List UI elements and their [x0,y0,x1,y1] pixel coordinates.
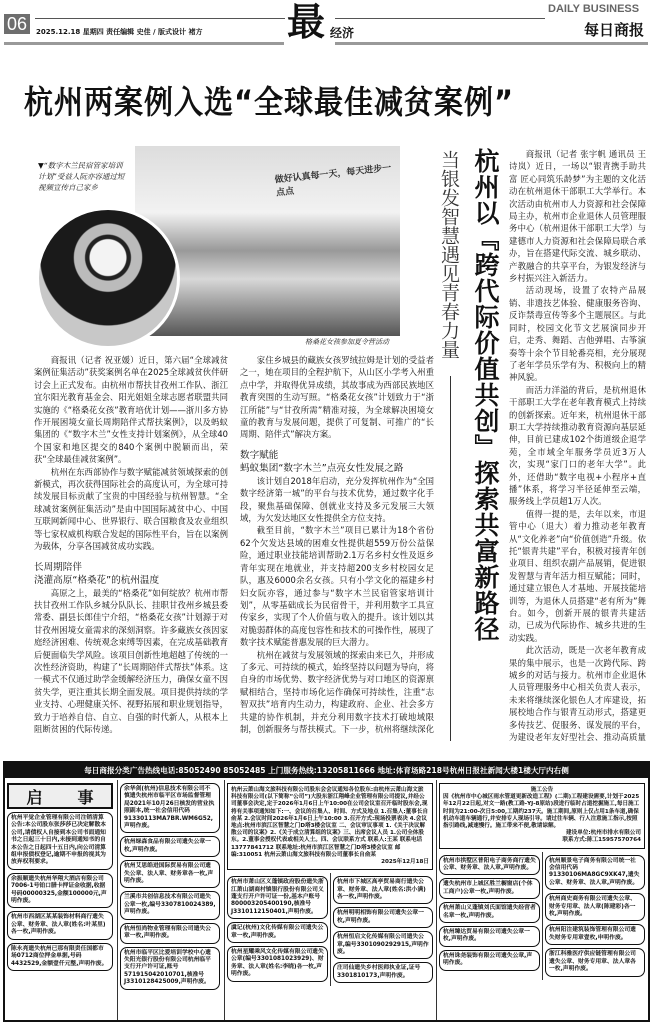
paragraph: 此次活动，既是一次老年教育成果的集中展示，也是一次跨代际、跨城乡的对话与接力。杭州市企业退休人员管理服务中心相关负责人表示，未来将继续深化银色人才库建设，拓展校地合作与银青互动形式，搭建更多传技艺、促服务、谋发展的平台，为建设老年友好型社会、推动高质量 [509,645,646,743]
ads-hotline-bar: 每日商报分类广告热线电话:85052490 85052485 上门服务热线:13205811666 地址:体育场路218号杭州日报社新闻大楼1楼大厅内右侧 [5,763,648,778]
paragraph: 活动现场，设置了农特产品展销、非遗技艺体验、健康服务咨询、反诈禁毒宣传等多个主题展区。与此同时，校园文化节文艺展演同步开启，走秀、舞蹈、吉他弹唱、古筝演奏等十余个节目轮番亮相，充分展现了老年学员乐学有为、积极向上的精神风貌。 [509,285,646,383]
paragraph: 杭州在东西部协作与数字赋能减贫领域探索的创新模式，再次获得国际社会的高度认可，为全球可持续发展目标贡献了宝贵的中国经验与杭州智慧。“全球减贫案例征集活动”是由中国国际减贫中心、中国互联网新闻中心、世界银行、联合国粮食及农业组织等七家权威机构联合发起的国际性平台，旨在以案例为载体，分享各国减贫成功实践。 [34,466,228,552]
paragraph: 高原之上，最美的“格桑花”如何绽放？杭州市帮扶甘孜州工作队乡城分队队长、挂职甘孜州乡城县委常委、副县长郎佳宁介绍，“格桑花女孩”计划源于对甘孜州困境女童需求的深刻洞察。许多藏族女孩因家庭经济困难、传统观念束缚等因素，在完成基础教育后便面临失学风险。该项目创新性地超越了传统的一次性经济资助，构建了“长周期陪伴式帮扶”体系。这一模式不仅通过助学金缓解经济压力，确保女童不因贫失学，更注重其长期全面发展。项目提供持续的学业支持、心理健康关怀、视野拓展和职业规划指导，致力于培养自信、自立、自强的时代新人，从根本上阻断贫困的代际传递。 [34,587,228,734]
classified-ad: 杭州恒尚物业管理有限公司遗失公章一枚,声明作废。 [120,923,220,944]
ads-list [542,852,647,980]
classified-ad: 庄司仙遗失乡村医师执业证,证号3301810173,声明作废。 [333,962,433,983]
header-rule [335,42,648,45]
classified-ad: 浙江科雅医疗供应链管理有限公司遗失公章、财务专用章、法人章各一枚,声明作废。 [545,948,645,976]
wall-slogan: 做好认真每一天，每天进步一点点 [274,163,392,199]
classified-ad: 杭州商史商务有限公司遗失公章、财务专用章、法人章(陈建彩)各一枚,声明作废。 [545,893,645,921]
classified-ad: 杭州明明相饰有限公司遗失公章一枚,声明作废。 [333,907,433,928]
classified-ad: 杭州顺景电子商务有限公司统一社会信用代码91330106MA8GC9XK47,遗失公章、财务章、法人章,声明作废。 [545,855,645,891]
right-article-subtitle: 当银发智慧遇见青春力量 [438,150,460,359]
ads-column [118,780,222,1018]
classified-ad: 陈永亮遗失杭州已那有限责任国都市场0712商位押金单据,号码4432529,金额壹仟元整,声明作废。 [7,943,113,971]
header-rule [335,18,545,19]
section-logo: 最 [287,0,326,44]
shareholder-meeting-notice [227,783,433,870]
page-number: 06 [4,14,30,34]
right-article-body [509,148,646,744]
classified-ad: 遗失杭州市上城区胜兰橱窗店(个体工商户)公章一枚,声明作废。 [439,878,540,899]
ads-column [225,780,435,1018]
ads-list [437,852,542,980]
classified-ad: 余华剑(杭州)信息技术有限公司不慎遗失杭州市临平区市场监督管理局2021年10月26日核发的营业执照副本,统一社会信用代码91330113MA7BR.WM6G52,声明作废。 [120,783,220,833]
classified-ad: 杭州恒启文化传媒有限公司遗失公章,编号3301090292915,声明作废。 [333,931,433,959]
notice-title: 施工公告 [530,787,554,793]
notice-signature: 建设单位:杭州市排水有限公司 [566,830,641,837]
brand-chinese: 每日商报 [584,21,645,39]
paragraph: 截至目前，“数字木兰”项目已累计为18个省份62个欠发达县域的困难女性提供超559万份公益保险，通过职业技能培训帮助2.1万名乡村女性及返乡青年实现在地就业，并支持超200支乡村校园女足队，惠及6000余名女孩。只有小学文化的福建乡村妇女阮亦容，通过参与“数字木兰民宿管家培训计划”，从零基础成长为民宿骨干，并利用数字工具宣传家乡，实现了个人价值与收入的提升。该计划以其对脆弱群体的高度包容性和技术的可操作性，展现了数字技术赋能普惠发展的巨大潜力。 [240,525,434,648]
notice-date: 2025年12月18日 [381,859,429,866]
paragraph: 值得一提的是，去年以来，市退管中心（退大）着力推动老年教育从“文化养老”向“价值创造”升级。依托“银青共建”平台，积极对接青年创业项目、组织农副产品展销，促进银发智慧与青年活力相互赋能；同时，通过建立银色人才基地、开展技能培训等，为退休人员搭建“老有所为”舞台。如今，创新开展的银青共建活动，已成为代际协作、城乡共进的生动实践。 [509,508,646,643]
ads-list [118,783,222,990]
classified-ad: 杭州平觉企业管理有限公司注销清算公告:本公司股东张莎莎已决定解散本公司,请债权人自接到本公司书面通知书之日起三十日内,未接到通知书的自本公告之日起四十五日内,向公司清算组申报债权登记,逾期不申报的视其为放弃权利要求。 [7,812,113,870]
classified-ad: 杭州臻达贸易有限公司遗失公章一枚,声明作废。 [439,926,540,947]
header-rule [4,42,284,45]
portrait-photo [36,207,180,349]
classroom-photo [135,146,400,336]
paragraph: 家住乡城县的藏族女孩罗绒拉姆是计划的受益者之一，她在项目的全程护航下，从山区小学考入州重点中学，并取得优异成绩，其故事成为西部民族地区教育突围的生动写照。“格桑花女孩”计划致力于“浙江所能”与“甘孜所需”精准对接，为全球解决困境女童的教育与发展问题，提供了可复制、可推广的“长周期、陪伴式”解决方案。 [240,355,434,440]
header-rule [35,18,285,19]
classified-ad: 杭州市萧山区义蓬镇政府股份遗失浙江萧山湖商村镇银行股份有限公司义蓬支行开户许可证一份,基本户账号800003205400190,核准号J3310112150401,声明作废。 [227,876,328,919]
classified-ad: 余振顺遗失杭州华翔大酒店有限公司7006-1号铂口腊卡押证金收据,收据号码00000325,金额100000元,声明作废。 [7,873,113,909]
qishi-char: 启 [26,787,43,807]
paragraph: 商报讯（记者 张宇帆 通讯员 王诗岚）近日，一场以“银青携手助共富 匠心同筑乐龄梦”为主题的文化活动在杭州退休干部职工大学举行。本次活动由杭州市人力资源和社会保障局主办，杭州市企业退休人员管理服务中心（杭州退休干部职工大学）与建德市人力资源和社会保障局联合承办，旨在搭建代际交流、城乡联动、产教融合的共享平台，为银发经济与乡村振兴注入新活力。 [509,149,646,284]
construction-notice [439,783,645,849]
photo-caption: ▼“数字木兰民宿管家培训计划”受益人阮亦容通过短视频宣传自己家乡 [38,161,125,192]
column-divider [450,376,451,741]
headline: 杭州两案例入选“全球最佳减贫案例” [24,83,515,121]
classified-ad: 杭州市西湖区某某装饰材料商行遗失公章、财务章、法人章(姓名:叶某里)各一枚,声明作废。 [7,911,113,939]
subhead: 长周期陪伴 [34,561,82,573]
notice-text: 因《杭州市中心城区雨水管道更新改造工程》(二期)工程建设需要,计划于2025年12月22日起,对文一路(教工路-YJ-8原站)段进行临时占道挖掘施工,每日施工时间为21:00-次日5:00,工期约237天。施工期间,原则上仅占用1条车道,确保机动车道车辆通行,并安排专人现场引导。请过往车辆、行人注意施工指示,按照指引路线,减速慢行。施工带来不便,敬请谅解。 [443,794,640,830]
subhead: 数字赋能 [240,449,279,461]
classified-ad: 杭州星耀乘风文化传媒有限公司遗失公章(编号3301081023929)、财务章、法人章(姓名:李晓)各一枚,声明作废。 [227,946,328,982]
ads-list [5,812,115,971]
qishi-char: 事 [77,787,94,807]
notice-text: 杭州云萧山海文旅科技有限公司股东会会议通知各位股东:由杭州云萧山海文旅科技有限公司(以下简称“公司”)大股东浙江翔峰企业管理有限公司提议,并经公司董事会决定,定于2026年1月6日上午10:00在公司会议室召开临时股东会,现将有关事项通知如下:一、会议的召集人、时间、方式及地点 1.召集人:董事长自俞某 2.会议时间2026年1月6日上午10:00 3.召开方式:现场投票表决 4.会议地点:杭州市滨江区智慧之门D塔3楼会议室 二、会议审议事项 1.《关于决议解散公司的议案》2.《关于成立清算组的议案》三、出席会议人员 1.公司全体股东。2.董事会授权代表或相关人士。四、会议联系方式 联系人:王某 联系电话13777841712 联系地址:杭州市滨江区智慧之门D塔3楼会议室 邮编:310051 杭州云萧山海文旅科技有限公司董事长自俞某 [231,787,429,858]
classified-ad: 杭州市下城区高亭贸易商行遗失公章、财务章、法人章(姓名:洪小满)各一枚,声明作废。 [333,876,433,904]
section-name: 经济 [330,26,355,40]
paragraph: 商报讯（记者 祝亚媛）近日，第六届“全球减贫案例征集活动”获奖案例名单在2025全球减贫伙伴研讨会上正式发布。由杭州市帮扶甘孜州工作队、浙江宜尔阳光教育基金会、阳光姐姐全球志愿者联盟共同实施的《“格桑花女孩”教育培优计划——浙川多方协作开展困境女童长周期陪伴式帮扶案例》，以及蚂蚁集团的《“数字木兰”女性支持计划案例》，从全球40个国家和地区提交的840个案例中脱颖而出，荣获“全球最佳减贫案例”。 [34,355,228,465]
classified-ad: 杭州萧山义蓬镇刘氏面馆遗失经营者名章一枚,声明作废。 [439,902,540,923]
right-article-title: 杭州以『跨代际价值共创』探索共富新路径 [471,148,500,642]
dateline: 2025.12.18 星期四 责任编辑 史佳 / 版式设计 褚方 [36,28,203,36]
classified-ad: 杭州艾思皓进国际贸易有限公司遗失公章、法人章、财务章各一枚,声明作废。 [120,860,220,888]
classified-ad: 杭州诛尧装饰有限公司遗失公章,声明作废。 [439,950,540,971]
photo-caption: 格桑花女孩参加夏令营活动 [305,338,389,346]
classified-ad: 杭州市拱墅区普阳电子商务商行遗失公章、财务章、法人章,声明作废。 [439,855,540,876]
classified-ads [3,761,650,1022]
brand-english: DAILY BUSINESS [548,3,640,15]
ads-column [5,780,115,1018]
subhead: 蚂蚁集团“数字木兰”点亮女性发展之路 [240,462,404,474]
ads-column [437,780,647,1018]
notice-contact: 联系方式:陈工15957570764 [562,837,641,844]
classified-ad: 杭州阳注建筑装饰管理有限公司遗失财务专用章壹枚,申明作废。 [545,924,645,945]
classified-ad: 杭州绿森食品有限公司遗失公章一枚,声明作废。 [120,836,220,857]
classified-ad: 兰溪市共创信息技术有限公司遗失公章一枚,编号3307810024389,声明作废。 [120,891,220,919]
ads-list [225,873,330,986]
paragraph: 该计划自2018年启动，充分发挥杭州作为“全国数字经济第一城”的平台与技术优势，通过数字化手段，聚焦基础保障、创就业支持及多元发展三大领域，为欠发达地区女性提供全方位支持。 [240,475,434,524]
qishi-header [7,783,113,809]
paragraph: 杭州在减贫与发展领域的探索由来已久，并形成了多元、可持续的模式，始终坚持以问题为导向，将自身的市场优势、数字经济优势与对口地区的资源禀赋相结合，坚持市场化运作确保可持续性，注重“志智双扶”培育内生动力，构建政府、企业、社会多方共建的协作机制，并充分利用数字技术打破地域限制，创新服务与帮扶模式。下一步，杭州将继续深化 [240,649,434,734]
classified-ad: 虞记(杭州)文化传媒有限公司遗失公章一枚,声明作废。 [227,922,328,943]
subhead: 浇灌高原“格桑花”的杭州温度 [34,574,160,586]
ads-list [330,873,435,986]
paragraph: 而活力洋溢的背后，是杭州退休干部职工大学在老年教育模式上持续的创新探索。近年来，杭州退休干部职工大学持续推动教育资源向基层延伸，目前已建成102个街道级企退学苑，全市域全年服务学员近3万人次，实现“家门口的老年大学”。此外，还借助“数字电视+小程序+直播”体系，将学习半径延伸至云端，服务线上学员超1万人次。 [509,384,646,507]
classified-ad: 杭州市临平区比爱培训学校中心遗失阳光银行股份有限公司杭州临平支行开户许可证,账号571915042010701,核准号J3310128425009,声明作废。 [120,947,220,990]
left-article-body [34,354,434,744]
